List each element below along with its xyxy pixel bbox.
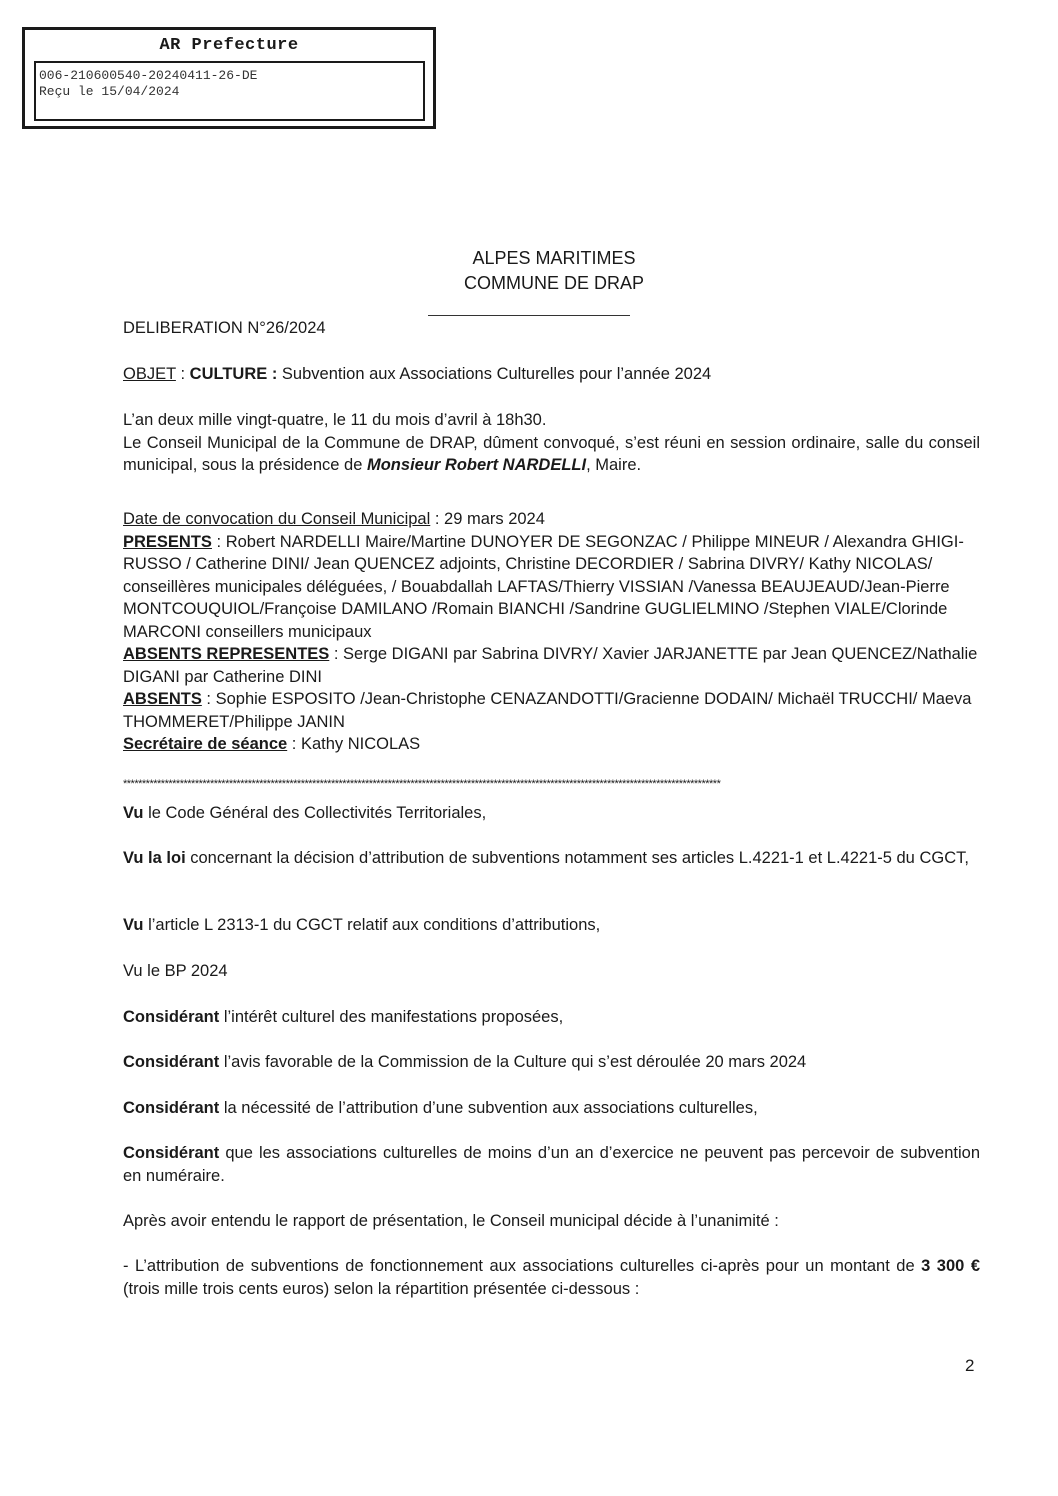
vu-keyword: Vu [123, 804, 144, 822]
vu-line [123, 802, 980, 825]
secretary-label: Secrétaire de séance [123, 735, 288, 753]
vu-keyword: Vu [123, 916, 144, 934]
page-number: 2 [965, 1356, 975, 1375]
decision-amount: 3 300 € [921, 1257, 980, 1275]
stamp-received-date: Reçu le 15/04/2024 [39, 84, 180, 99]
stamp-details [34, 61, 425, 121]
objet-label: OBJET [123, 365, 176, 383]
considerant-keyword: Considérant [123, 1144, 220, 1162]
represented-label: ABSENTS REPRESENTES [123, 645, 330, 663]
convocation-date: : 29 mars 2024 [430, 510, 545, 528]
secretary-name: : Kathy NICOLAS [287, 735, 421, 753]
deliberation-number: DELIBERATION N°26/2024 [123, 319, 326, 337]
decision-paragraph [123, 1255, 980, 1300]
vu-line [123, 847, 980, 870]
objet-text: Subvention aux Associations Culturelles pour l’année 2024 [277, 365, 712, 383]
vu-text: le Code Général des Collectivités Territoriales, [143, 804, 487, 822]
vu-line [123, 960, 980, 983]
decision-text: - L’attribution de subventions de fonctionnement aux associations culturelles ci-après pour un montant de [123, 1257, 922, 1275]
intro-date-line: L’an deux mille vingt-quatre, le 11 du mois d’avril à 18h30. [123, 411, 547, 429]
asterisk-separator: ************************************************************************************************************************************************************** [123, 778, 721, 790]
objet-category: CULTURE : [189, 365, 278, 383]
considerant-text: l’intérêt culturel des manifestations proposées, [219, 1008, 564, 1026]
absents-label: ABSENTS [123, 690, 202, 708]
attendance-block [123, 508, 980, 756]
president-name: Monsieur Robert NARDELLI [366, 456, 587, 474]
considerant-keyword: Considérant [123, 1099, 220, 1117]
objet-line [123, 363, 980, 386]
department-name: ALPES MARITIMES [472, 248, 636, 268]
considerant-line [123, 1006, 980, 1029]
considerant-line [123, 1051, 980, 1074]
objet-separator: : [175, 365, 190, 383]
considerant-line [123, 1142, 980, 1187]
intro-paragraph [123, 409, 980, 477]
considerant-keyword: Considérant [123, 1008, 220, 1026]
represented-line [123, 643, 980, 688]
presents-line [123, 531, 980, 644]
vu-text: l’article L 2313-1 du CGCT relatif aux conditions d’attributions, [143, 916, 601, 934]
vu-text: concernant la décision d’attribution de subventions notamment ses articles L.4221-1 et L.4221-5 du CGCT, [185, 849, 969, 867]
absents-list: : Sophie ESPOSITO /Jean-Christophe CENAZANDOTTI/Gracienne DODAIN/ Michaël TRUCCHI/ Maeva THOMMERET/Philippe JANIN [123, 690, 972, 731]
considerant-line [123, 1097, 980, 1120]
intro-session-end: , Maire. [586, 456, 642, 474]
convocation-line [123, 508, 980, 531]
commune-name: COMMUNE DE DRAP [463, 273, 644, 293]
considerant-text: la nécessité de l’attribution d’une subvention aux associations culturelles, [219, 1099, 758, 1117]
decision-text-end: (trois mille trois cents euros) selon la répartition présentée ci-dessous : [123, 1279, 640, 1298]
ar-prefecture-stamp [22, 27, 436, 129]
document-header [390, 246, 718, 296]
vu-text: Vu le BP 2024 [123, 962, 228, 980]
represented-list: : Serge DIGANI par Sabrina DIVRY/ Xavier JARJANETTE par Jean QUENCEZ/Nathalie DIGANI par Catherine DINI [123, 645, 978, 686]
presents-list: : Robert NARDELLI Maire/Martine DUNOYER DE SEGONZAC / Philippe MINEUR / Alexandra GHIGI-RUSSO / Catherine DINI/ Jean QUENCEZ adjoints, Christine DECORDIER / Sabrina DIVRY/ Kathy NICOLAS/ conseillères municipales déléguées, / Bouabdallah LAFTAS/Thierry VISSIAN /Vanessa BEAUJEAUD/Jean-Pierre MONTCOUQUIOL/Françoise DAMILANO /Romain BIANCHI /Sandrine GUGLIELMINO /Stephen VIALE/Clorinde MARCONI conseillers municipaux [123, 532, 964, 641]
stamp-reference: 006-210600540-20240411-26-DE [39, 68, 258, 83]
stamp-title: AR Prefecture [159, 36, 299, 55]
considerant-text: que les associations culturelles de moins d’un an d’exercice ne peuvent pas percevoir de subvention en numéraire. [123, 1144, 980, 1185]
considerant-keyword: Considérant [123, 1053, 220, 1071]
decision-intro: Après avoir entendu le rapport de présentation, le Conseil municipal décide à l’unanimité : [123, 1212, 779, 1230]
vu-line [123, 914, 980, 937]
intro-session-text: Le Conseil Municipal de la Commune de DRAP, dûment convoqué, s’est réuni en session ordinaire, salle du conseil municipal, sous la présidence de [123, 433, 980, 474]
secretary-line [123, 733, 980, 756]
convocation-label: Date de convocation du Conseil Municipal [123, 510, 431, 528]
vu-keyword: Vu la loi [123, 849, 186, 867]
header-divider [428, 315, 630, 316]
absents-line [123, 688, 980, 733]
intro-session-line [123, 432, 980, 477]
considerant-text: l’avis favorable de la Commission de la Culture qui s’est déroulée 20 mars 2024 [219, 1053, 807, 1071]
presents-label: PRESENTS [123, 532, 212, 551]
